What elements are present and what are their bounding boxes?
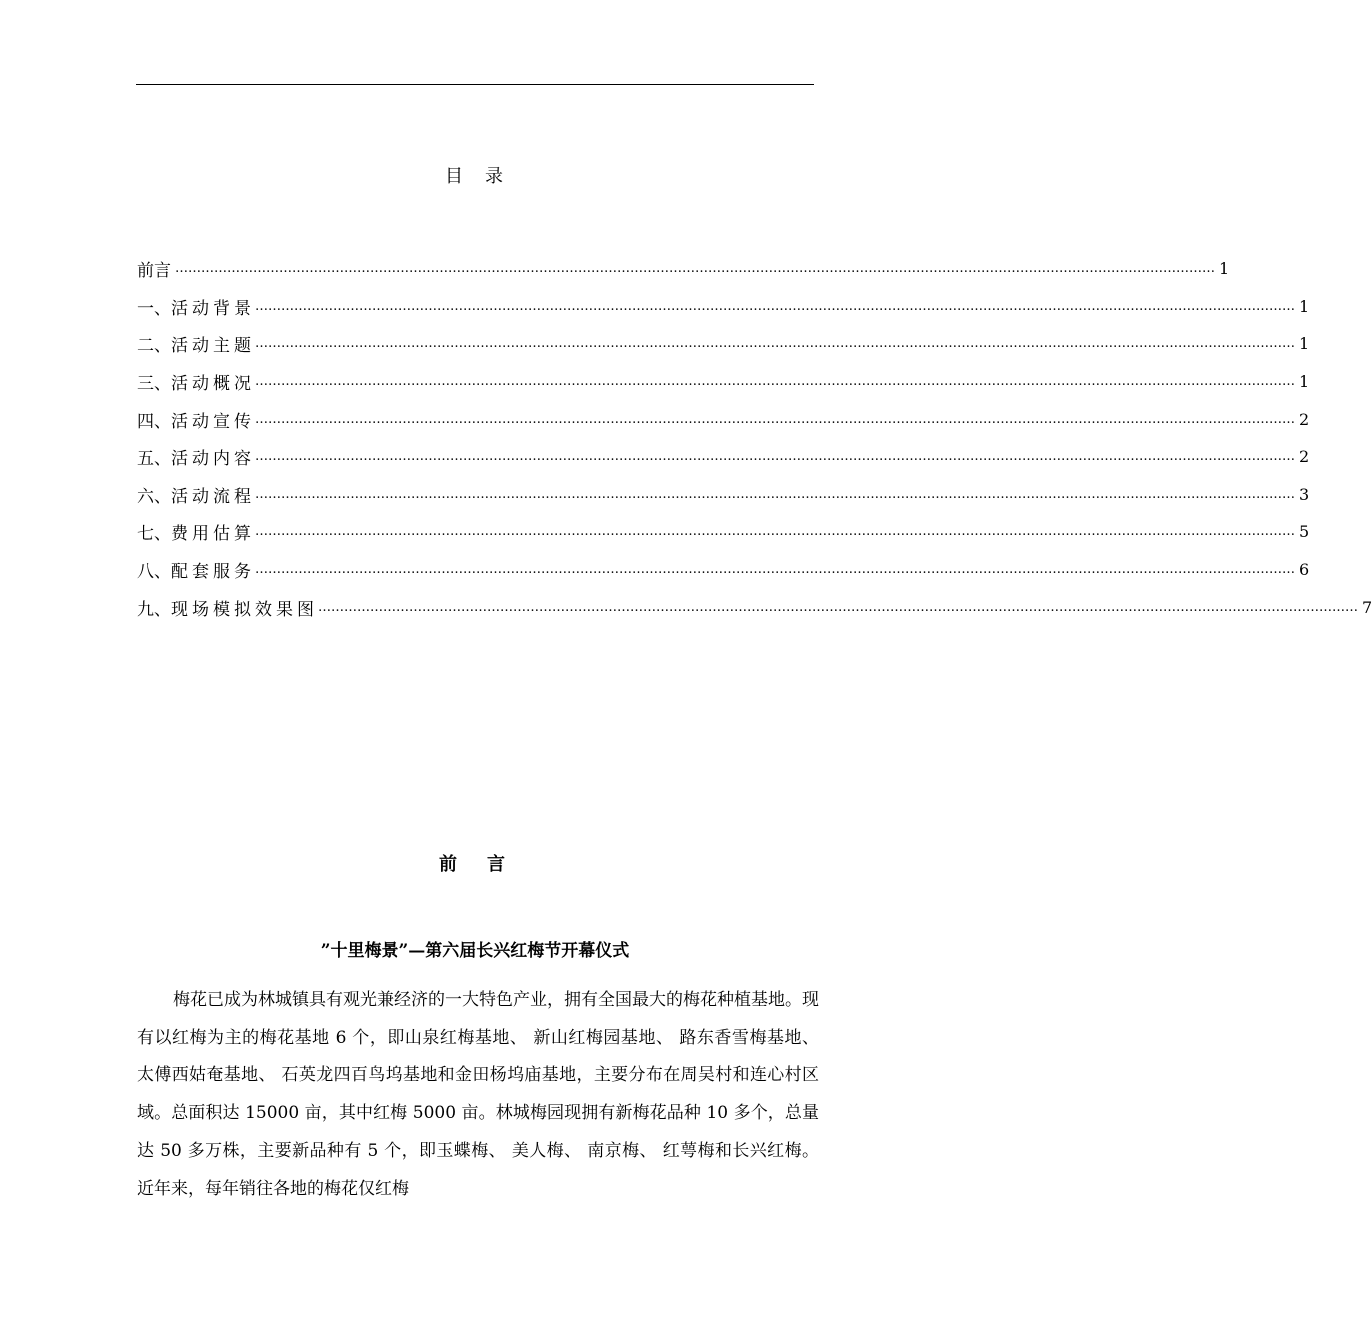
- toc-title-text: 目 录: [445, 166, 505, 187]
- toc-entry-number: 六、: [137, 486, 171, 507]
- toc-entry-label: 活动背景: [171, 298, 255, 319]
- toc-entry-label: 活动宣传: [171, 411, 255, 432]
- toc-entry[interactable]: [137, 250, 1230, 288]
- toc-entry[interactable]: [137, 438, 1310, 476]
- toc-dot-leader: ……………………………………………………………………………………………………………………………………………………………………………………………………………………: [255, 449, 1295, 465]
- toc-entry[interactable]: [137, 325, 1310, 363]
- toc-entry-page: 1: [1299, 296, 1310, 316]
- toc-entry-label: 活动概况: [171, 374, 255, 395]
- toc-entry-label: 活动流程: [171, 486, 255, 507]
- toc-entry-label: 费用估算: [171, 524, 255, 545]
- toc-entry-number: 五、: [137, 449, 171, 470]
- toc-dot-leader: ……………………………………………………………………………………………………………………………………………………………………………………………………………………: [255, 524, 1295, 540]
- toc-entry-label: 配套服务: [171, 562, 255, 583]
- toc-entry-number: 九、: [137, 599, 171, 620]
- preface-paragraph: 梅花已成为林城镇具有观光兼经济的一大特色产业，拥有全国最大的梅花种植基地。现有以红梅为主的梅花基地 6 个，即山泉红梅基地、 新山红梅园基地、 路东香雪梅基地、 太傅西姑奄基地、 石英龙四百鸟坞基地和金田杨坞庙基地，主要分布在周吴村和连心村区域。总面积达 15000 亩，其中红梅 5000 亩。林城梅园现拥有新梅花品种 10 多个，总量达 50 多万株，主要新品种有 5 个，即玉蝶梅、 美人梅、 南京梅、 红萼梅和长兴红梅。近年来，每年销往各地的梅花仅红梅: [137, 990, 819, 1199]
- toc-dot-leader: ……………………………………………………………………………………………………………………………………………………………………………………………………………………: [255, 486, 1295, 502]
- toc-entry-page: 5: [1299, 522, 1310, 542]
- toc-entry-number: 八、: [137, 562, 171, 583]
- toc-dot-leader: ……………………………………………………………………………………………………………………………………………………………………………………………………………………: [255, 411, 1295, 427]
- toc-entry-page: 3: [1299, 484, 1310, 504]
- toc-entry-label: 活动内容: [171, 449, 255, 470]
- header-rule: [136, 84, 814, 85]
- toc-dot-leader: ……………………………………………………………………………………………………………………………………………………………………………………………………………………: [255, 298, 1295, 314]
- toc-entry[interactable]: [137, 551, 1310, 589]
- toc-entry-label: 言: [154, 261, 175, 282]
- toc-entry-page: 1: [1299, 334, 1310, 354]
- toc-entry-number: 一、: [137, 298, 171, 319]
- toc-dot-leader: ……………………………………………………………………………………………………………………………………………………………………………………………………………………: [175, 261, 1215, 277]
- toc-entry-number: 前: [137, 261, 154, 282]
- toc-entry-number: 七、: [137, 524, 171, 545]
- toc-entry-page: 2: [1299, 447, 1310, 467]
- toc-entry-number: 三、: [137, 374, 171, 395]
- toc-dot-leader: ……………………………………………………………………………………………………………………………………………………………………………………………………………………: [255, 562, 1295, 578]
- toc-entry-label: 现场模拟效果图: [171, 599, 318, 620]
- toc-entry-number: 四、: [137, 411, 171, 432]
- toc-dot-leader: ……………………………………………………………………………………………………………………………………………………………………………………………………………………: [255, 374, 1295, 390]
- toc-entry[interactable]: [137, 400, 1310, 438]
- toc-entry[interactable]: [137, 513, 1310, 551]
- toc-entry-page: 6: [1299, 560, 1310, 580]
- toc-entry-page: 1: [1299, 372, 1310, 392]
- preface-title: 前 言: [439, 854, 511, 875]
- toc-entry[interactable]: [137, 476, 1310, 514]
- toc-title: [0, 162, 950, 188]
- toc-list: [137, 250, 1372, 626]
- toc-entry[interactable]: [137, 588, 1372, 626]
- toc-entry-label: 活动主题: [171, 336, 255, 357]
- toc-entry-page: 2: [1299, 409, 1310, 429]
- preface-subtitle: ”十里梅景”—第六届长兴红梅节开幕仪式: [320, 941, 630, 961]
- toc-entry-page: 1: [1219, 259, 1230, 279]
- toc-dot-leader: ……………………………………………………………………………………………………………………………………………………………………………………………………………………: [318, 599, 1358, 615]
- toc-dot-leader: ……………………………………………………………………………………………………………………………………………………………………………………………………………………: [255, 336, 1295, 352]
- toc-entry[interactable]: [137, 288, 1310, 326]
- toc-entry-number: 二、: [137, 336, 171, 357]
- toc-entry[interactable]: [137, 363, 1310, 401]
- toc-entry-page: 7: [1362, 597, 1372, 617]
